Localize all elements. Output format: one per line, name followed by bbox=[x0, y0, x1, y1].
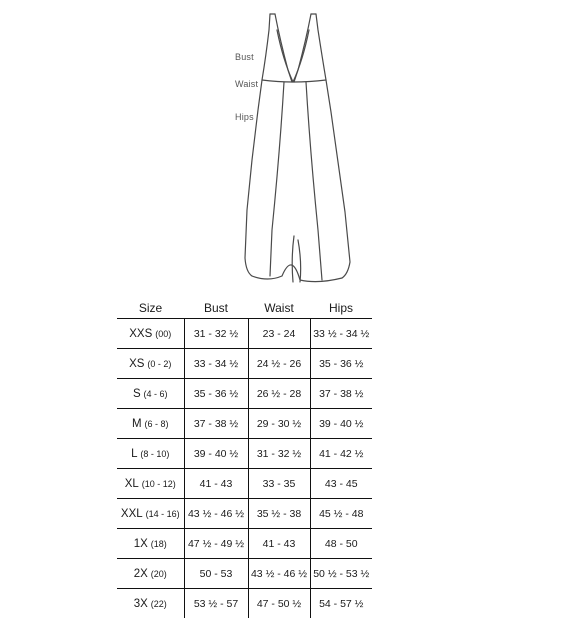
table-row bbox=[117, 559, 372, 589]
bust-cell: 50 - 53 bbox=[184, 559, 248, 589]
bust-cell: 31 - 32 ½ bbox=[184, 319, 248, 349]
bust-cell: 41 - 43 bbox=[184, 469, 248, 499]
bust-cell: 35 - 36 ½ bbox=[184, 379, 248, 409]
hips-cell: 45 ½ - 48 bbox=[310, 499, 372, 529]
size-letter: XL bbox=[125, 478, 139, 490]
waist-cell: 33 - 35 bbox=[248, 469, 310, 499]
waist-cell: 41 - 43 bbox=[248, 529, 310, 559]
right-strap-inner bbox=[294, 14, 311, 82]
hips-cell: 41 - 42 ½ bbox=[310, 439, 372, 469]
hips-cell: 48 - 50 bbox=[310, 529, 372, 559]
waist-cell: 47 - 50 ½ bbox=[248, 589, 310, 618]
left-strap-inner bbox=[275, 14, 292, 82]
waist-cell: 43 ½ - 46 ½ bbox=[248, 559, 310, 589]
bust-cell: 39 - 40 ½ bbox=[184, 439, 248, 469]
waist-cell: 23 - 24 bbox=[248, 319, 310, 349]
waist-label: Waist bbox=[235, 79, 258, 89]
waist-cell: 26 ½ - 28 bbox=[248, 379, 310, 409]
size-cell bbox=[117, 469, 184, 499]
table-row bbox=[117, 499, 372, 529]
size-cell bbox=[117, 319, 184, 349]
hips-cell: 35 - 36 ½ bbox=[310, 349, 372, 379]
header-bust: Bust bbox=[184, 298, 248, 319]
size-numeric: (6 - 8) bbox=[145, 419, 169, 429]
table-header-row bbox=[117, 298, 372, 319]
waist-cell: 35 ½ - 38 bbox=[248, 499, 310, 529]
table-row bbox=[117, 319, 372, 349]
size-letter: S bbox=[133, 388, 141, 400]
header-hips: Hips bbox=[310, 298, 372, 319]
dress-illustration bbox=[0, 0, 580, 295]
size-numeric: (0 - 2) bbox=[147, 359, 171, 369]
dress-drawing bbox=[0, 0, 580, 295]
size-letter: M bbox=[132, 418, 142, 430]
size-numeric: (4 - 6) bbox=[144, 389, 168, 399]
size-numeric: (22) bbox=[151, 599, 167, 609]
size-letter: L bbox=[131, 448, 137, 460]
bust-cell: 53 ½ - 57 bbox=[184, 589, 248, 618]
header-waist: Waist bbox=[248, 298, 310, 319]
hips-cell: 37 - 38 ½ bbox=[310, 379, 372, 409]
bust-cell: 47 ½ - 49 ½ bbox=[184, 529, 248, 559]
hips-cell: 50 ½ - 53 ½ bbox=[310, 559, 372, 589]
bust-label: Bust bbox=[235, 52, 254, 62]
size-cell bbox=[117, 529, 184, 559]
hips-cell: 54 - 57 ½ bbox=[310, 589, 372, 618]
waist-cell: 31 - 32 ½ bbox=[248, 439, 310, 469]
hips-cell: 39 - 40 ½ bbox=[310, 409, 372, 439]
size-letter: 3X bbox=[134, 598, 148, 610]
v-neckline bbox=[277, 30, 309, 82]
size-cell bbox=[117, 379, 184, 409]
table-row bbox=[117, 379, 372, 409]
table-row bbox=[117, 439, 372, 469]
size-letter: XXL bbox=[121, 508, 143, 520]
size-letter: XXS bbox=[129, 328, 152, 340]
size-cell bbox=[117, 439, 184, 469]
size-letter: XS bbox=[129, 358, 144, 370]
hips-cell: 33 ½ - 34 ½ bbox=[310, 319, 372, 349]
bust-cell: 37 - 38 ½ bbox=[184, 409, 248, 439]
size-numeric: (18) bbox=[151, 539, 167, 549]
dress-right-outline bbox=[316, 14, 350, 278]
table-row bbox=[117, 409, 372, 439]
hem-line bbox=[252, 265, 342, 282]
table-row bbox=[117, 529, 372, 559]
size-numeric: (8 - 10) bbox=[140, 449, 169, 459]
size-cell bbox=[117, 409, 184, 439]
waist-cell: 29 - 30 ½ bbox=[248, 409, 310, 439]
front-fold bbox=[292, 236, 294, 282]
size-letter: 2X bbox=[134, 568, 148, 580]
header-size: Size bbox=[117, 298, 184, 319]
size-numeric: (10 - 12) bbox=[142, 479, 176, 489]
size-letter: 1X bbox=[134, 538, 148, 550]
size-numeric: (20) bbox=[151, 569, 167, 579]
table-row bbox=[117, 349, 372, 379]
bust-cell: 33 - 34 ½ bbox=[184, 349, 248, 379]
hips-cell: 43 - 45 bbox=[310, 469, 372, 499]
table-row bbox=[117, 469, 372, 499]
size-numeric: (14 - 16) bbox=[146, 509, 180, 519]
table-row bbox=[117, 589, 372, 618]
size-numeric: (00) bbox=[155, 329, 171, 339]
right-panel-seam bbox=[306, 82, 322, 280]
size-cell bbox=[117, 499, 184, 529]
size-cell bbox=[117, 349, 184, 379]
bust-cell: 43 ½ - 46 ½ bbox=[184, 499, 248, 529]
size-chart-table bbox=[117, 298, 372, 618]
hips-label: Hips bbox=[235, 112, 254, 122]
size-cell bbox=[117, 559, 184, 589]
waist-cell: 24 ½ - 26 bbox=[248, 349, 310, 379]
size-cell bbox=[117, 589, 184, 618]
left-panel-seam bbox=[270, 82, 284, 276]
